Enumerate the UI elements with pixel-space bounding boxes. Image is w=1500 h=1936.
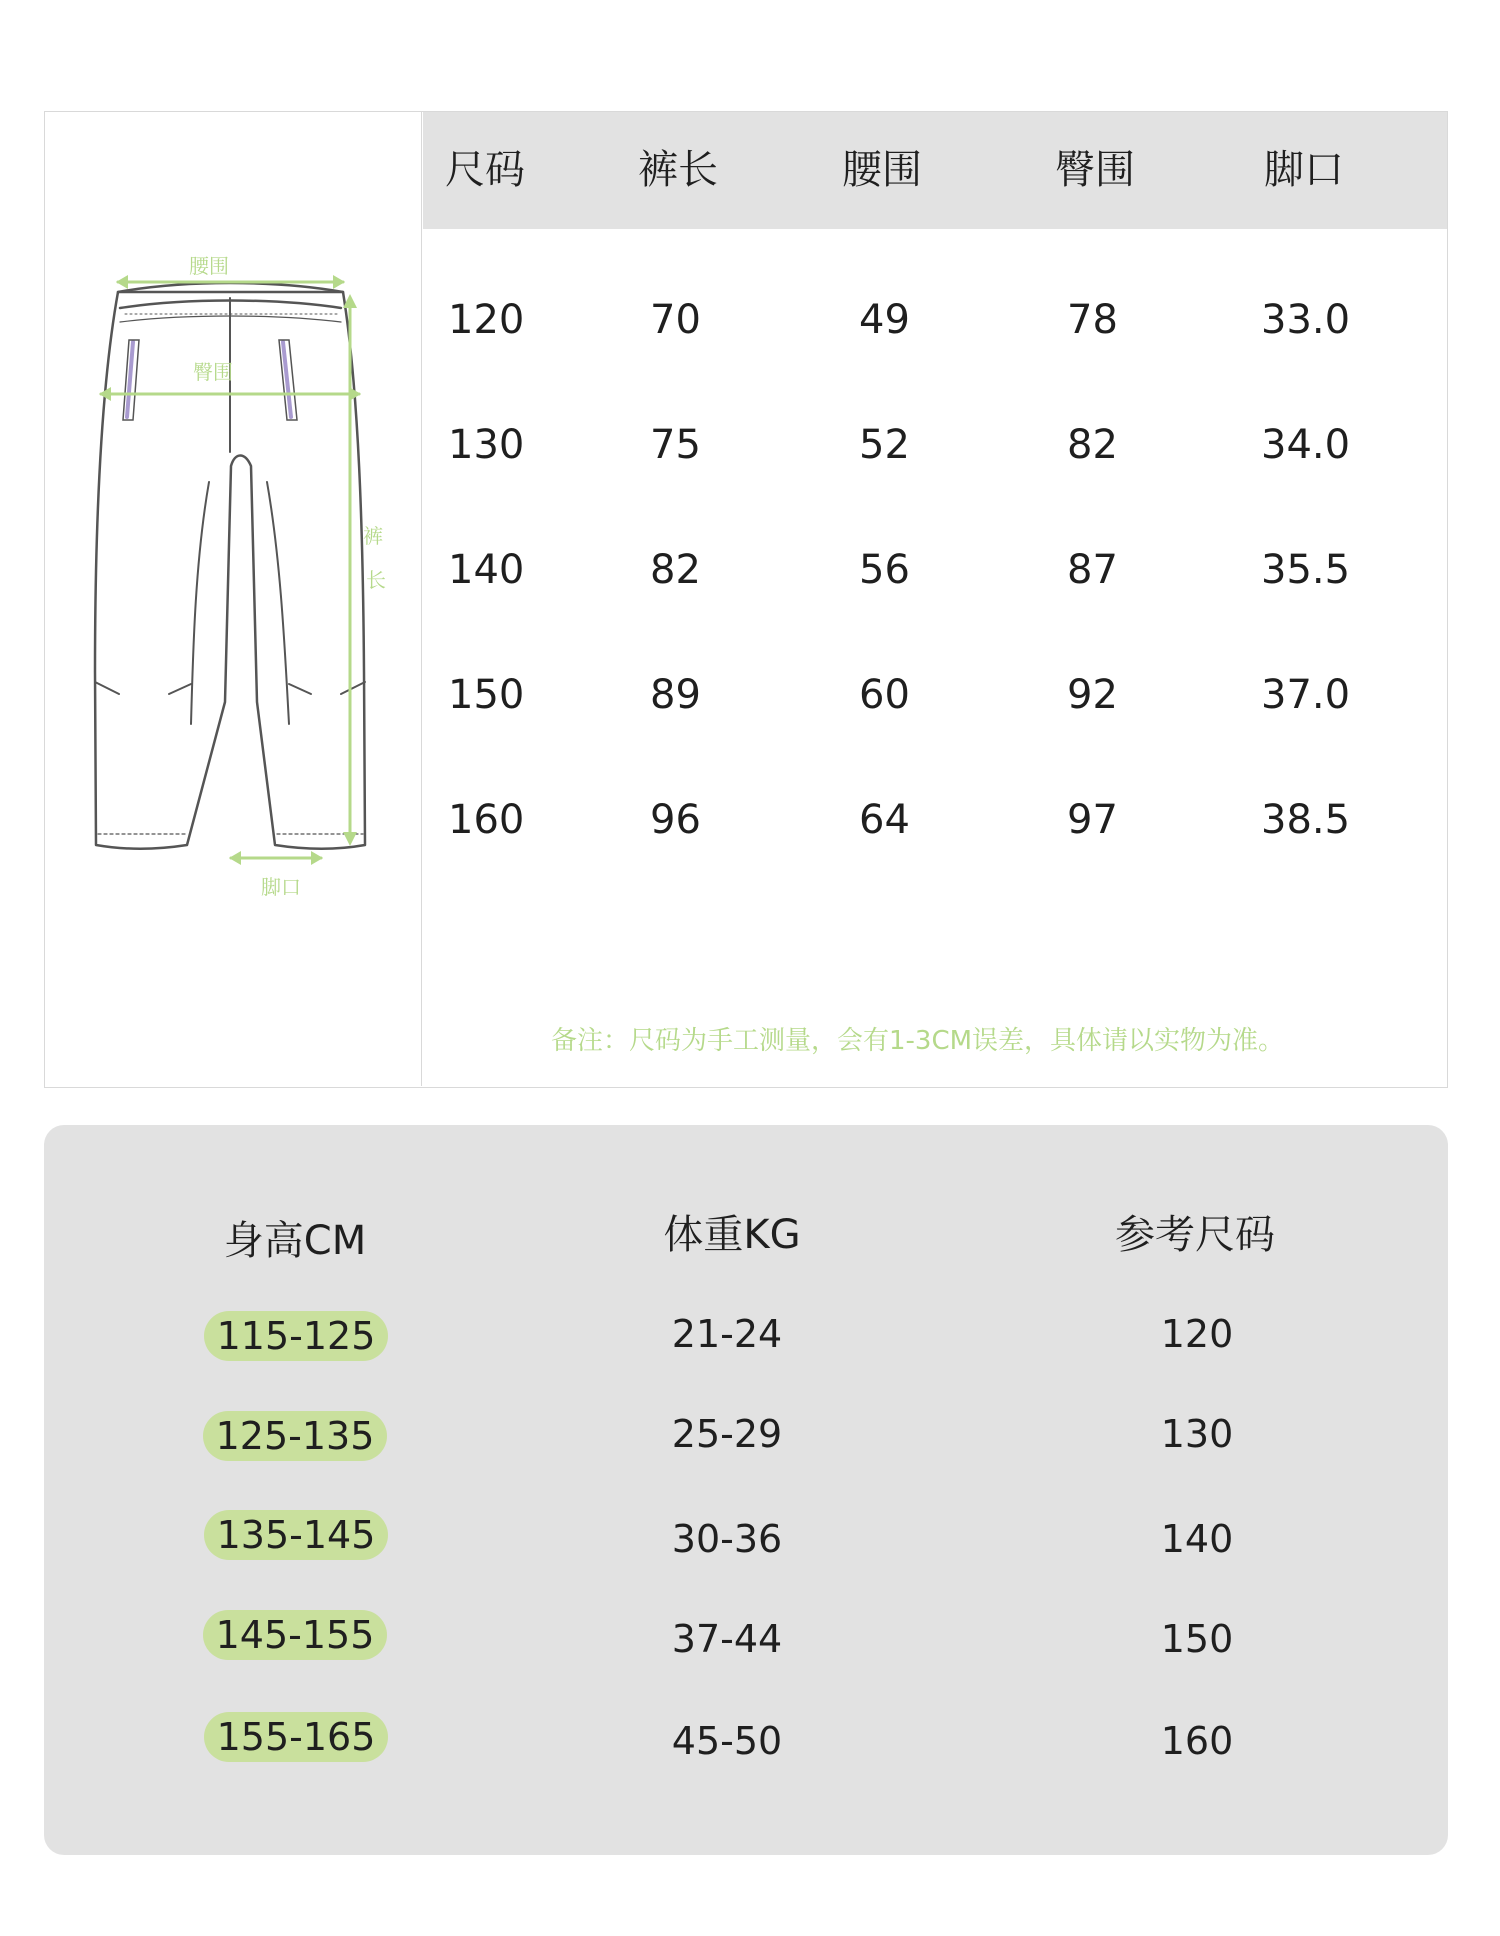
size-table (423, 112, 1447, 1086)
row-waist: 60 (859, 672, 910, 718)
weight-value: 21-24 (671, 1312, 783, 1356)
row-length: 89 (650, 672, 701, 718)
height-pill: 135-145 (204, 1510, 388, 1560)
header-weight: 体重KG (663, 1212, 801, 1258)
row-size: 160 (448, 797, 525, 843)
weight-value: 30-36 (671, 1517, 783, 1561)
measurement-note: 备注：尺码为手工测量，会有1-3CM误差，具体请以实物为准。 (551, 1026, 1285, 1056)
header-waist: 腰围 (842, 147, 922, 193)
row-hem: 33.0 (1261, 297, 1351, 343)
row-hem: 38.5 (1261, 797, 1351, 843)
row-size: 140 (448, 547, 525, 593)
row-hip: 92 (1067, 672, 1118, 718)
size-value: 150 (1160, 1617, 1234, 1661)
size-table-header (423, 112, 1447, 229)
row-length: 75 (650, 422, 701, 468)
row-hem: 37.0 (1261, 672, 1351, 718)
row-hem: 34.0 (1261, 422, 1351, 468)
waist-label: 腰围 (189, 254, 229, 278)
height-pill: 125-135 (203, 1411, 387, 1461)
row-waist: 56 (859, 547, 910, 593)
header-hem: 脚口 (1264, 147, 1344, 193)
height-pill: 115-125 (204, 1311, 388, 1361)
row-size: 130 (448, 422, 525, 468)
row-length: 96 (650, 797, 701, 843)
size-value: 160 (1160, 1719, 1234, 1763)
pants-illustration (45, 112, 422, 1086)
length-label-char-1: 裤 (363, 524, 383, 548)
row-waist: 64 (859, 797, 910, 843)
size-value: 130 (1160, 1412, 1234, 1456)
weight-value: 45-50 (671, 1719, 783, 1763)
row-hip: 78 (1067, 297, 1118, 343)
row-hip: 97 (1067, 797, 1118, 843)
row-waist: 52 (859, 422, 910, 468)
weight-value: 25-29 (671, 1412, 783, 1456)
size-chart-panel (44, 111, 1448, 1088)
header-size: 尺码 (445, 147, 525, 193)
hem-label: 脚口 (261, 875, 301, 899)
row-waist: 49 (859, 297, 910, 343)
size-value: 140 (1160, 1517, 1234, 1561)
length-label-char-2: 长 (366, 568, 386, 592)
pants-drawing-icon (45, 112, 422, 1086)
header-height: 身高CM (223, 1218, 367, 1264)
header-hip: 臀围 (1055, 147, 1135, 193)
height-pill: 145-155 (203, 1610, 387, 1660)
row-size: 120 (448, 297, 525, 343)
row-hem: 35.5 (1261, 547, 1351, 593)
hip-label: 臀围 (193, 360, 233, 384)
height-pill: 155-165 (204, 1712, 388, 1762)
row-hip: 87 (1067, 547, 1118, 593)
row-length: 82 (650, 547, 701, 593)
header-length: 裤长 (638, 147, 718, 193)
row-hip: 82 (1067, 422, 1118, 468)
weight-value: 37-44 (671, 1617, 783, 1661)
row-size: 150 (448, 672, 525, 718)
reference-panel (44, 1125, 1448, 1855)
row-length: 70 (650, 297, 701, 343)
header-reference-size: 参考尺码 (1115, 1212, 1275, 1258)
size-value: 120 (1160, 1312, 1234, 1356)
